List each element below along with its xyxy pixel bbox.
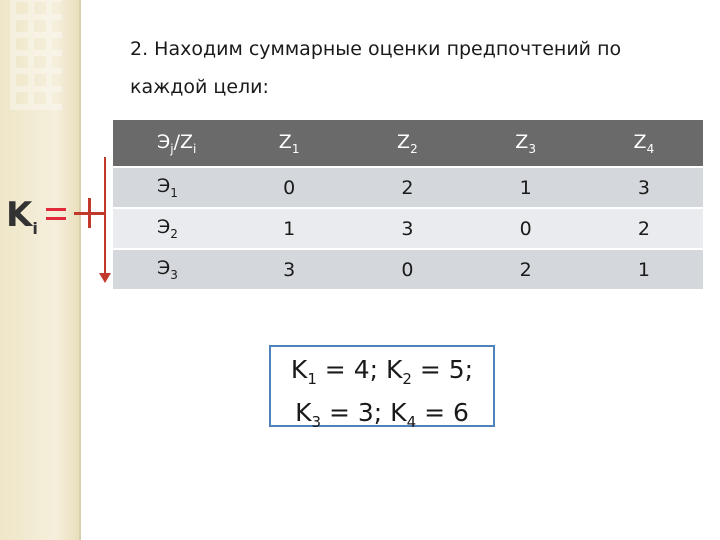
table-cell: 1 — [585, 250, 703, 289]
table-cell: 3 — [348, 209, 466, 248]
result-box — [269, 345, 495, 431]
table-row — [113, 168, 703, 207]
table-cell: 3 — [230, 250, 348, 289]
equals-sign — [46, 208, 66, 224]
ki-base: K — [6, 195, 33, 235]
header-cell: $Z_2$ — [348, 120, 466, 166]
table-cell: 2 — [585, 209, 703, 248]
ki-formula — [6, 195, 38, 238]
preference-table — [113, 118, 703, 280]
down-arrow-icon — [104, 157, 106, 275]
slide-heading — [130, 30, 690, 106]
header-cell: $Z_3$ — [467, 120, 585, 166]
row-label: $Э_2$ — [113, 209, 230, 248]
table-cell: 2 — [348, 168, 466, 207]
heading-line-2: каждой цели: — [130, 76, 269, 98]
table-cell: 2 — [467, 250, 585, 289]
result-line-1: $K_1 = 4$; $K_2 = 5$; — [290, 355, 474, 388]
header-cell: $Э_j/Z_i$ — [113, 120, 230, 166]
header-cell: $Z_1$ — [230, 120, 348, 166]
sidebar-divider — [79, 0, 81, 540]
table-cell: 0 — [230, 168, 348, 207]
sum-plus-icon — [74, 198, 104, 228]
table-row — [113, 209, 703, 248]
table-cell: 0 — [348, 250, 466, 289]
table-cell: 1 — [467, 168, 585, 207]
table-row — [113, 250, 703, 289]
header-cell: $Z_4$ — [585, 120, 703, 166]
row-label: $Э_1$ — [113, 168, 230, 207]
table-cell: 1 — [230, 209, 348, 248]
ki-subscript: i — [32, 218, 38, 238]
table-header-row — [113, 120, 703, 166]
row-label: $Э_3$ — [113, 250, 230, 289]
sidebar-pattern — [10, 0, 62, 110]
table-cell: 3 — [585, 168, 703, 207]
result-line-2: $K_3 = 3$; $K_4 = 6$ — [295, 398, 469, 431]
heading-line-1: 2. Находим суммарные оценки предпочтений по — [130, 38, 622, 60]
decorative-sidebar — [0, 0, 80, 540]
table-cell: 0 — [467, 209, 585, 248]
